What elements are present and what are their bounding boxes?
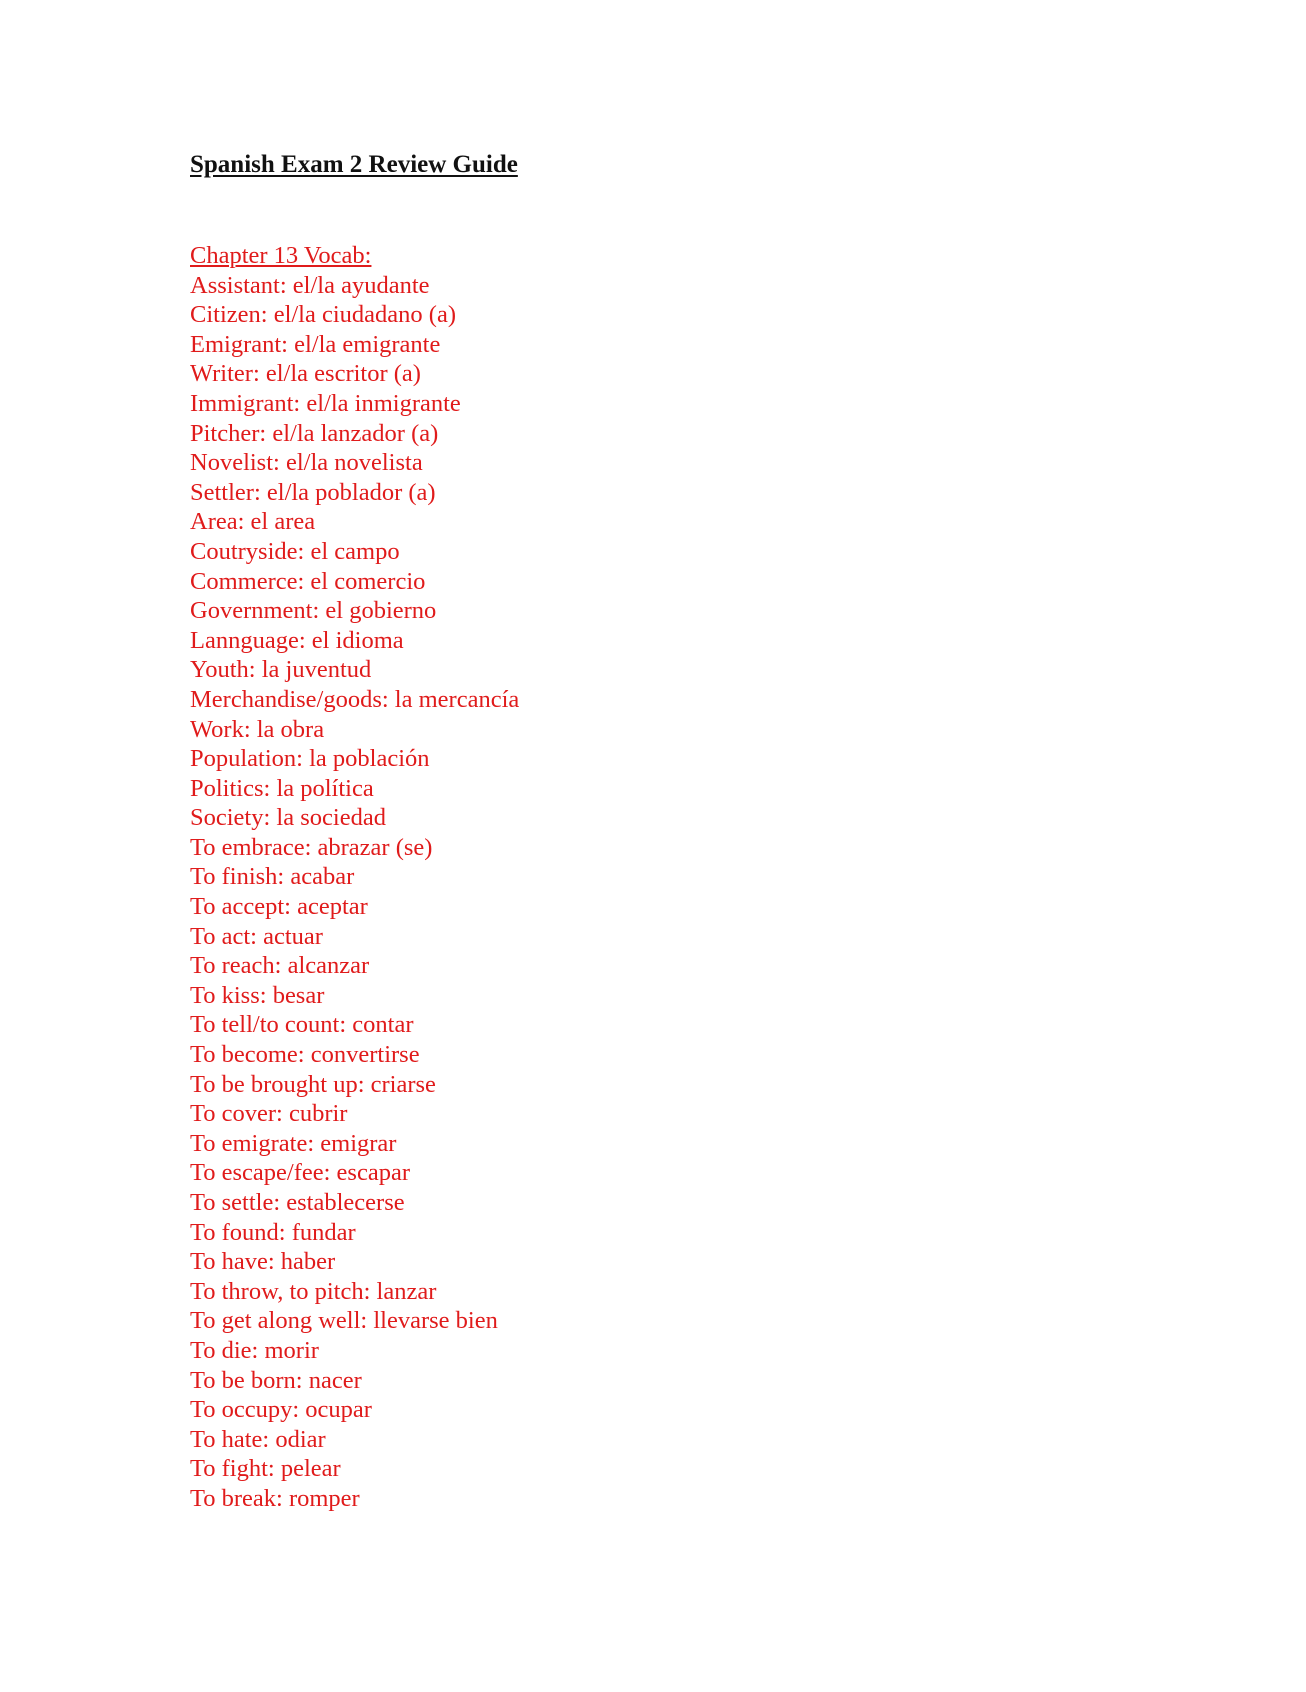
vocab-item: To kiss: besar: [190, 981, 325, 1009]
vocab-section: [190, 241, 519, 1514]
vocab-item: Youth: la juventud: [190, 656, 372, 684]
vocab-list: [190, 271, 519, 1514]
vocab-item: To be brought up: criarse: [190, 1070, 436, 1098]
vocab-item: Emigrant: el/la emigrante: [190, 330, 441, 358]
vocab-item: Work: la obra: [190, 715, 325, 743]
vocab-item: Coutryside: el campo: [190, 537, 400, 565]
vocab-item: To fight: pelear: [190, 1455, 341, 1483]
vocab-item: Politics: la política: [190, 774, 374, 802]
vocab-item: To embrace: abrazar (se): [190, 833, 433, 861]
vocab-item: To break: romper: [190, 1484, 360, 1512]
vocab-item: Pitcher: el/la lanzador (a): [190, 419, 439, 447]
vocab-item: To reach: alcanzar: [190, 952, 370, 980]
vocab-item: Area: el area: [190, 508, 316, 536]
vocab-item: To get along well: llevarse bien: [190, 1307, 498, 1335]
document-title: Spanish Exam 2 Review Guide: [190, 151, 518, 178]
vocab-item: To throw, to pitch: lanzar: [190, 1277, 437, 1305]
vocab-item: Novelist: el/la novelista: [190, 449, 423, 477]
vocab-item: To finish: acabar: [190, 863, 355, 891]
vocab-item: To accept: aceptar: [190, 893, 368, 921]
vocab-item: Government: el gobierno: [190, 597, 437, 625]
vocab-item: Merchandise/goods: la mercancía: [190, 685, 520, 713]
vocab-item: Immigrant: el/la inmigrante: [190, 389, 461, 417]
vocab-item: To escape/fee: escapar: [190, 1159, 410, 1187]
vocab-item: To occupy: ocupar: [190, 1396, 372, 1424]
vocab-item: Population: la población: [190, 745, 430, 773]
vocab-item: To tell/to count: contar: [190, 1011, 414, 1039]
vocab-item: Citizen: el/la ciudadano (a): [190, 301, 456, 329]
section-heading: Chapter 13 Vocab:: [190, 242, 372, 269]
vocab-item: Commerce: el comercio: [190, 567, 426, 595]
vocab-item: Assistant: el/la ayudante: [190, 271, 430, 299]
vocab-item: To hate: odiar: [190, 1425, 326, 1453]
vocab-item: To have: haber: [190, 1248, 336, 1276]
vocab-item: To act: actuar: [190, 922, 323, 950]
vocab-item: To emigrate: emigrar: [190, 1129, 397, 1157]
vocab-item: To found: fundar: [190, 1218, 356, 1246]
vocab-item: Settler: el/la poblador (a): [190, 478, 436, 506]
vocab-item: To cover: cubrir: [190, 1100, 348, 1128]
vocab-item: To be born: nacer: [190, 1366, 362, 1394]
vocab-item: To die: morir: [190, 1336, 319, 1364]
vocab-item: To settle: establecerse: [190, 1189, 405, 1216]
vocab-item: Writer: el/la escritor (a): [190, 360, 421, 388]
vocab-item: To become: convertirse: [190, 1041, 420, 1069]
vocab-item: Lannguage: el idioma: [190, 626, 404, 654]
vocab-item: Society: la sociedad: [190, 804, 386, 832]
